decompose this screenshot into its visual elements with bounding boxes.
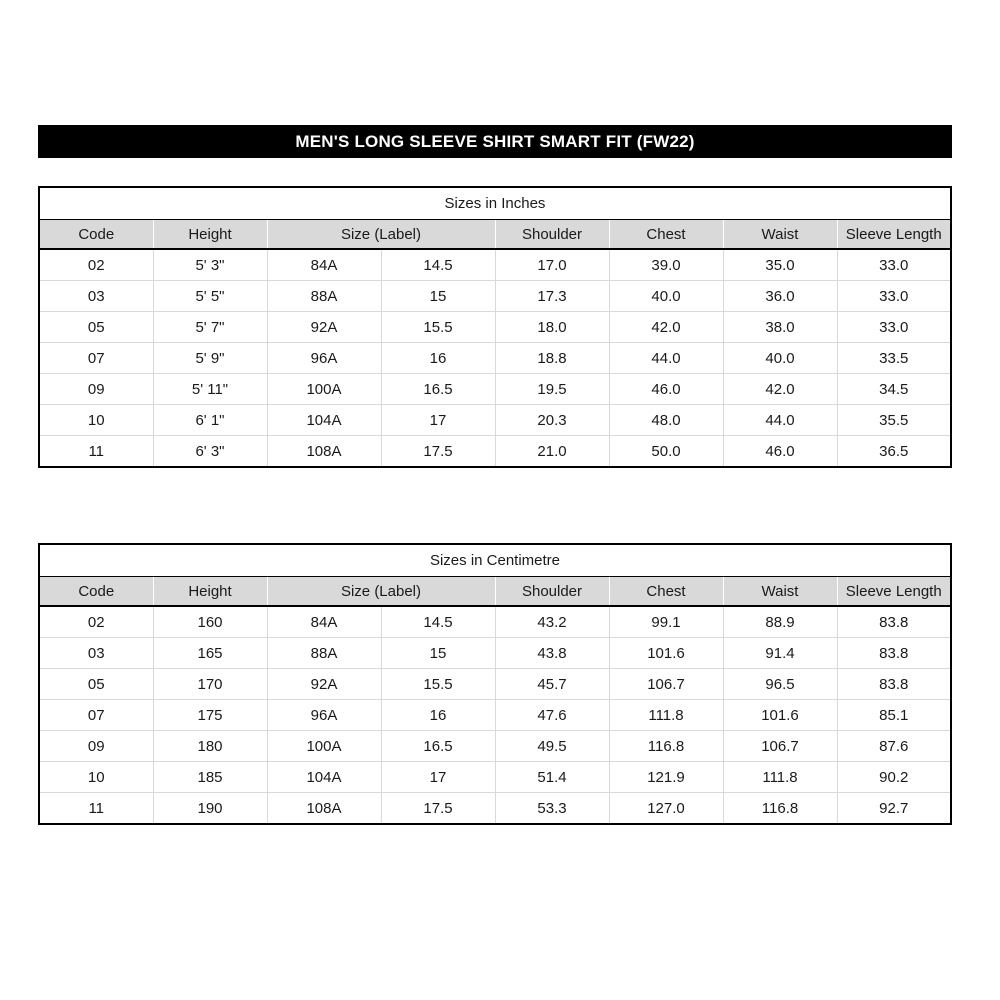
- table-row: [39, 249, 951, 281]
- table-cell: 10: [39, 405, 153, 436]
- table-cell: 101.6: [609, 638, 723, 669]
- table-cell: 15.5: [381, 669, 495, 700]
- table-cell: 36.0: [723, 281, 837, 312]
- column-header-shoulder: Shoulder: [495, 577, 609, 607]
- table-cell: 07: [39, 343, 153, 374]
- table-cell: 15: [381, 638, 495, 669]
- table-cell: 17: [381, 762, 495, 793]
- table-cell: 07: [39, 700, 153, 731]
- table-cell: 185: [153, 762, 267, 793]
- table-cell: 127.0: [609, 793, 723, 825]
- table-cell: 05: [39, 669, 153, 700]
- table-cell: 18.8: [495, 343, 609, 374]
- table-cell: 45.7: [495, 669, 609, 700]
- table-cell: 44.0: [723, 405, 837, 436]
- table-row: [39, 700, 951, 731]
- table-cell: 90.2: [837, 762, 951, 793]
- column-header-waist: Waist: [723, 220, 837, 250]
- table-cell: 5' 3": [153, 249, 267, 281]
- table-cell: 96.5: [723, 669, 837, 700]
- table-cell: 108A: [267, 793, 381, 825]
- table-cell: 83.8: [837, 606, 951, 638]
- table-cell: 84A: [267, 606, 381, 638]
- table-row: [39, 343, 951, 374]
- table-cell: 92A: [267, 312, 381, 343]
- table-cell: 165: [153, 638, 267, 669]
- table-cell: 88A: [267, 281, 381, 312]
- table-caption-row: [39, 544, 951, 577]
- table-cell: 108A: [267, 436, 381, 468]
- table-cell: 53.3: [495, 793, 609, 825]
- column-header-size-label: Size (Label): [267, 577, 495, 607]
- table-row: [39, 669, 951, 700]
- table-cell: 116.8: [723, 793, 837, 825]
- size-table-inches: [38, 186, 952, 468]
- table-cell: 96A: [267, 343, 381, 374]
- table-cell: 17.5: [381, 793, 495, 825]
- size-table-centimetre: [38, 543, 952, 825]
- table-cell: 84A: [267, 249, 381, 281]
- table-cell: 99.1: [609, 606, 723, 638]
- table-cell: 19.5: [495, 374, 609, 405]
- table-body-inches: [39, 249, 951, 467]
- table-cell: 43.2: [495, 606, 609, 638]
- column-header-shoulder: Shoulder: [495, 220, 609, 250]
- table-cell: 170: [153, 669, 267, 700]
- table-cell: 104A: [267, 762, 381, 793]
- table-cell: 17.5: [381, 436, 495, 468]
- table-cell: 03: [39, 638, 153, 669]
- table-cell: 111.8: [723, 762, 837, 793]
- table-caption: Sizes in Centimetre: [39, 544, 951, 577]
- table-cell: 15.5: [381, 312, 495, 343]
- table-cell: 36.5: [837, 436, 951, 468]
- table-cell: 20.3: [495, 405, 609, 436]
- table-cell: 11: [39, 436, 153, 468]
- table-row: [39, 793, 951, 825]
- table-cell: 85.1: [837, 700, 951, 731]
- table-row: [39, 405, 951, 436]
- table-cell: 5' 9": [153, 343, 267, 374]
- table-cell: 88.9: [723, 606, 837, 638]
- table-header-row: [39, 577, 951, 607]
- table-cell: 35.5: [837, 405, 951, 436]
- table-cell: 33.0: [837, 249, 951, 281]
- table-cell: 100A: [267, 374, 381, 405]
- table-cell: 33.0: [837, 281, 951, 312]
- table-cell: 02: [39, 249, 153, 281]
- table-cell: 21.0: [495, 436, 609, 468]
- table-cell: 100A: [267, 731, 381, 762]
- table-cell: 17: [381, 405, 495, 436]
- table-cell: 51.4: [495, 762, 609, 793]
- table-cell: 5' 11": [153, 374, 267, 405]
- table-row: [39, 606, 951, 638]
- table-cell: 16: [381, 343, 495, 374]
- table-cell: 42.0: [609, 312, 723, 343]
- column-header-code: Code: [39, 220, 153, 250]
- table-cell: 5' 7": [153, 312, 267, 343]
- table-cell: 49.5: [495, 731, 609, 762]
- table-cell: 43.8: [495, 638, 609, 669]
- table-cell: 180: [153, 731, 267, 762]
- column-header-size-label: Size (Label): [267, 220, 495, 250]
- table-cell: 16.5: [381, 731, 495, 762]
- column-header-chest: Chest: [609, 577, 723, 607]
- table-cell: 14.5: [381, 249, 495, 281]
- table-cell: 09: [39, 374, 153, 405]
- table-row: [39, 374, 951, 405]
- table-row: [39, 312, 951, 343]
- table-cell: 33.0: [837, 312, 951, 343]
- table-cell: 34.5: [837, 374, 951, 405]
- table-cell: 6' 3": [153, 436, 267, 468]
- table-cell: 17.3: [495, 281, 609, 312]
- table-body-centimetre: [39, 606, 951, 824]
- table-row: [39, 638, 951, 669]
- table-cell: 47.6: [495, 700, 609, 731]
- column-header-height: Height: [153, 220, 267, 250]
- table-cell: 11: [39, 793, 153, 825]
- table-row: [39, 731, 951, 762]
- table-cell: 111.8: [609, 700, 723, 731]
- table-cell: 33.5: [837, 343, 951, 374]
- table-cell: 46.0: [723, 436, 837, 468]
- page-title: MEN'S LONG SLEEVE SHIRT SMART FIT (FW22): [295, 131, 695, 151]
- table-cell: 83.8: [837, 638, 951, 669]
- table-cell: 175: [153, 700, 267, 731]
- page-title-bar: [38, 125, 952, 158]
- table-cell: 87.6: [837, 731, 951, 762]
- column-header-code: Code: [39, 577, 153, 607]
- table-cell: 18.0: [495, 312, 609, 343]
- column-header-waist: Waist: [723, 577, 837, 607]
- table-cell: 40.0: [723, 343, 837, 374]
- table-cell: 88A: [267, 638, 381, 669]
- table-cell: 35.0: [723, 249, 837, 281]
- table-cell: 121.9: [609, 762, 723, 793]
- table-cell: 40.0: [609, 281, 723, 312]
- table-cell: 03: [39, 281, 153, 312]
- table-cell: 116.8: [609, 731, 723, 762]
- table-cell: 6' 1": [153, 405, 267, 436]
- table-row: [39, 762, 951, 793]
- table-cell: 92A: [267, 669, 381, 700]
- table-cell: 5' 5": [153, 281, 267, 312]
- table-cell: 101.6: [723, 700, 837, 731]
- column-header-height: Height: [153, 577, 267, 607]
- table-cell: 16: [381, 700, 495, 731]
- table-cell: 91.4: [723, 638, 837, 669]
- table-cell: 106.7: [609, 669, 723, 700]
- column-header-sleeve-length: Sleeve Length: [837, 577, 951, 607]
- table-row: [39, 281, 951, 312]
- column-header-chest: Chest: [609, 220, 723, 250]
- table-cell: 10: [39, 762, 153, 793]
- table-cell: 05: [39, 312, 153, 343]
- table-cell: 38.0: [723, 312, 837, 343]
- table-header-row: [39, 220, 951, 250]
- table-cell: 92.7: [837, 793, 951, 825]
- table-cell: 44.0: [609, 343, 723, 374]
- table-cell: 190: [153, 793, 267, 825]
- table-cell: 104A: [267, 405, 381, 436]
- table-cell: 50.0: [609, 436, 723, 468]
- table-cell: 09: [39, 731, 153, 762]
- table-cell: 96A: [267, 700, 381, 731]
- table-cell: 46.0: [609, 374, 723, 405]
- table-row: [39, 436, 951, 468]
- table-cell: 48.0: [609, 405, 723, 436]
- table-cell: 42.0: [723, 374, 837, 405]
- table-cell: 02: [39, 606, 153, 638]
- table-cell: 16.5: [381, 374, 495, 405]
- table-cell: 39.0: [609, 249, 723, 281]
- table-cell: 106.7: [723, 731, 837, 762]
- table-caption: Sizes in Inches: [39, 187, 951, 220]
- column-header-sleeve-length: Sleeve Length: [837, 220, 951, 250]
- table-cell: 15: [381, 281, 495, 312]
- table-cell: 14.5: [381, 606, 495, 638]
- table-caption-row: [39, 187, 951, 220]
- table-cell: 83.8: [837, 669, 951, 700]
- table-cell: 17.0: [495, 249, 609, 281]
- table-cell: 160: [153, 606, 267, 638]
